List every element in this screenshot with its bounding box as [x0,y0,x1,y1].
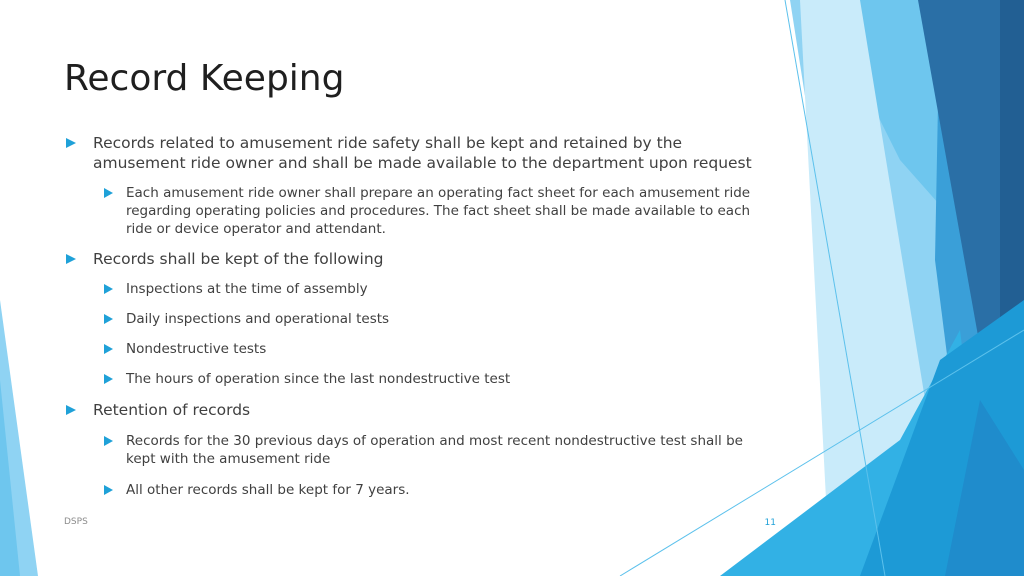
bullet-level2-nondestructive-tests [104,340,764,358]
slide-title: Record Keeping [64,58,345,99]
bullet-text: All other records shall be kept for 7 years. [126,482,410,498]
bullet-level2-inspections-assembly [104,280,764,298]
triangle-right-icon [104,436,113,446]
bullet-text: Records related to amusement ride safety shall be kept and retained by the amusement ride owner and shall be made available to the department upon request [93,134,752,172]
page-number: 11 [764,518,776,528]
triangle-right-icon [104,374,113,384]
bullet-level2-fact-sheet [104,184,764,238]
triangle-right-icon [104,344,113,354]
bullet-level2-7-years [104,481,764,499]
bullet-text: Retention of records [93,401,251,419]
triangle-right-icon [66,405,76,415]
bullet-level2-hours-operation [104,370,764,388]
bullet-text: Nondestructive tests [126,341,267,357]
bullet-level1-retention [66,400,772,420]
bullet-text: Each amusement ride owner shall prepare an operating fact sheet for each amusement ride regarding operating policies and procedures. The fact sheet shall be made available to each ride or device operator and attendant. [126,185,751,237]
bullet-level2-30-days [104,432,764,468]
bullet-text: Records shall be kept of the following [93,250,384,268]
bullet-level1-records-kept [66,249,772,269]
triangle-right-icon [66,254,76,264]
triangle-right-icon [104,314,113,324]
bullet-text: Records for the 30 previous days of operation and most recent nondestructive test shall be kept with the amusement ride [126,433,743,467]
bullet-level1-records-related [66,133,772,173]
triangle-right-icon [104,188,113,198]
triangle-right-icon [66,138,76,148]
bullet-text: The hours of operation since the last nondestructive test [126,371,511,387]
bullet-text: Daily inspections and operational tests [126,311,390,327]
triangle-right-icon [104,284,113,294]
bullet-text: Inspections at the time of assembly [126,281,368,297]
footer-text: DSPS [64,517,88,527]
triangle-right-icon [104,485,113,495]
bullet-level2-daily-inspections [104,310,764,328]
